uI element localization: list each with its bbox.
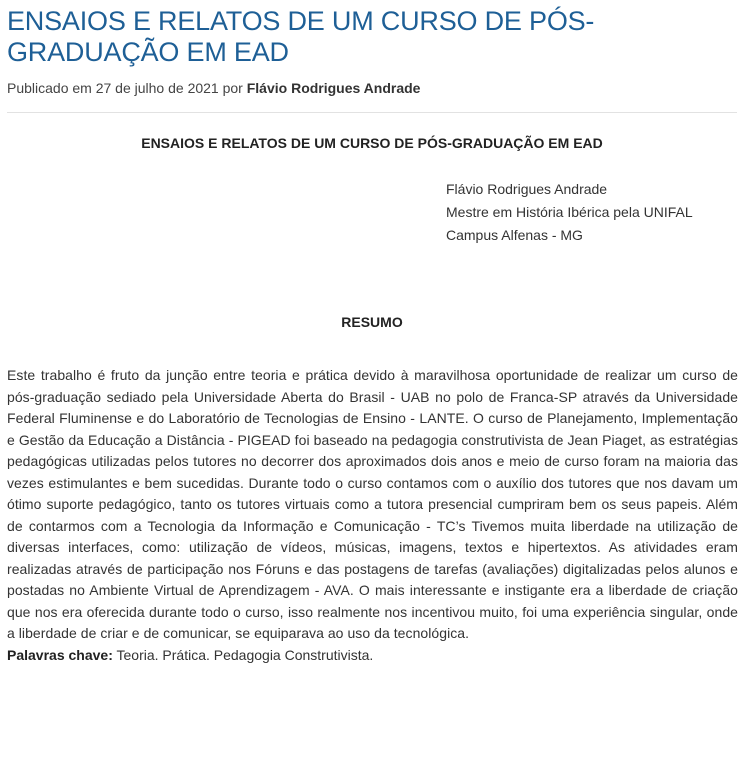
byline-author: Flávio Rodrigues Andrade — [446, 181, 608, 197]
abstract-paragraph: Este trabalho é fruto da junção entre teoria e prática devido à maravilhosa oportunidade de realizar um curso de pós-graduação sediado pela Universidade Aberta do Brasil - UAB no polo de Franca-SP através da Universidade Federal Fluminense e do Laboratório de Tecnologias de Ensino - LANTE. O curso de Planejamento, Implementação e Gestão da Educação a Distância - PIGEAD foi baseado na pedagogia construtivista de Jean Piaget, as estratégias pedagógicas utilizadas pelos tutores no decorrer dos aproximados dois anos e meio de curso foram na maioria das vezes estimulantes e bem sucedidas. Durante todo o curso contamos com o auxílio dos tutores que nos davam um ótimo suporte pedagógico, tanto os tutores virtuais como a tutora presencial cumpriram bem os seus papeis. Além de contarmos com a Tecnologia da Informação e Comunicação - TC’s Tivemos muita liberdade na utilização de diversas interfaces, como: utilização de vídeos, músicas, imagens, textos e hipertextos. As atividades eram realizadas através de participação nos Fóruns e das postagens de tarefas (avaliações) digitalizadas pelos alunos e postadas no Ambiente Virtual de Aprendizagem - AVA. O mais interessante e instigante era a liberdade de criação que nos era oferecida durante todo o curso, isso realmente nos incentivou muito, foi uma experiência singular, onde a liberdade de criar e de comunicar, se equiparava ao uso da tecnológica. — [7, 367, 738, 641]
author-name: Flávio Rodrigues Andrade — [246, 80, 421, 96]
meta-divider — [7, 112, 737, 113]
published-date-text: Publicado em 27 de julho de 2021 por — [7, 80, 247, 96]
byline-degree: Mestre em História Ibérica pela UNIFAL — [446, 204, 693, 220]
post-meta — [7, 79, 737, 97]
document-heading: ENSAIOS E RELATOS DE UM CURSO DE PÓS-GRADUAÇÃO EM EAD — [141, 135, 603, 151]
document-byline — [446, 178, 737, 247]
post-title: ENSAIOS E RELATOS DE UM CURSO DE PÓS-GRADUAÇÃO EM EAD — [7, 6, 595, 67]
keywords-text: Teoria. Prática. Pedagogia Construtivista. — [112, 646, 374, 663]
byline-campus: Campus Alfenas - MG — [446, 227, 583, 243]
resumo-heading: RESUMO — [341, 314, 403, 330]
keywords-line — [7, 645, 737, 667]
keywords-label: Palavras chave: — [7, 646, 113, 663]
post-article — [7, 0, 737, 666]
